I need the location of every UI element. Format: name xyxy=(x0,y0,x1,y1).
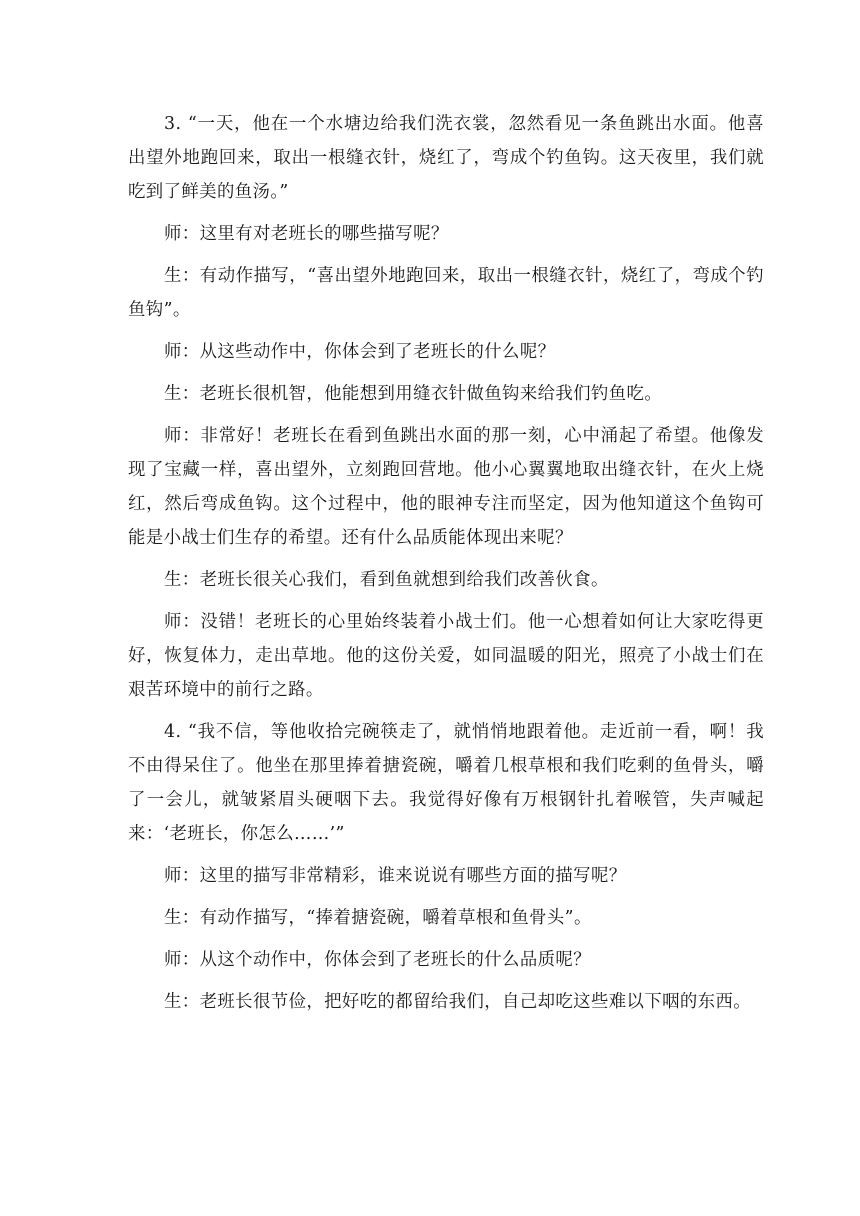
paragraph-student-answer: 生：有动作描写，“捧着搪瓷碗，嚼着草根和鱼骨头”。 xyxy=(164,908,592,928)
paragraph-teacher-question: 师：这里有对老班长的哪些描写呢？ xyxy=(164,224,449,244)
paragraph-teacher-question: 师：从这些动作中，你体会到了老班长的什么呢？ xyxy=(164,342,556,362)
paragraph-teacher-comment: 师：没错！老班长的心里始终装着小战士们。他一心想着如何让大家吃得更好，恢复体力，走出草地。他的这份关爱，如同温暖的阳光，照亮了小战士们在艰苦环境中的前行之路。 xyxy=(128,612,764,700)
paragraph-student-answer: 生：有动作描写，“喜出望外地跑回来，取出一根缝衣针，烧红了，弯成个钓鱼钩”。 xyxy=(128,266,764,320)
paragraph-teacher-comment: 师：非常好！老班长在看到鱼跳出水面的那一刻，心中涌起了希望。他像发现了宝藏一样，喜出望外，立刻跑回营地。他小心翼翼地取出缝衣针，在火上烧红，然后弯成鱼钩。这个过程中，他的眼神专注而坚定，因为他知道这个鱼钩可能是小战士们生存的希望。还有什么品质能体现出来呢？ xyxy=(128,426,764,548)
paragraph-teacher-question: 师：这里的描写非常精彩，谁来说说有哪些方面的描写呢？ xyxy=(164,866,627,886)
paragraph-passage-3: 3. “一天，他在一个水塘边给我们洗衣裳，忽然看见一条鱼跳出水面。他喜出望外地跑回来，取出一根缝衣针，烧红了，弯成个钓鱼钩。这天夜里，我们就吃到了鲜美的鱼汤。” xyxy=(128,114,764,202)
paragraph-passage-4: 4. “我不信，等他收拾完碗筷走了，就悄悄地跟着他。走近前一看，啊！我不由得呆住了。他坐在那里捧着搪瓷碗，嚼着几根草根和我们吃剩的鱼骨头，嚼了一会儿，就皱紧眉头硬咽下去。我觉得好像有万根钢针扎着喉管，失声喊起来：‘老班长，你怎么……’” xyxy=(128,722,764,844)
paragraph-student-answer: 生：老班长很关心我们，看到鱼就想到给我们改善伙食。 xyxy=(164,570,609,590)
document-body xyxy=(128,107,764,1027)
paragraph-student-answer: 生：老班长很节俭，把好吃的都留给我们，自己却吃这些难以下咽的东西。 xyxy=(164,992,752,1012)
paragraph-teacher-question: 师：从这个动作中，你体会到了老班长的什么品质呢？ xyxy=(164,950,591,970)
paragraph-student-answer: 生：老班长很机智，他能想到用缝衣针做鱼钩来给我们钓鱼吃。 xyxy=(164,384,663,404)
